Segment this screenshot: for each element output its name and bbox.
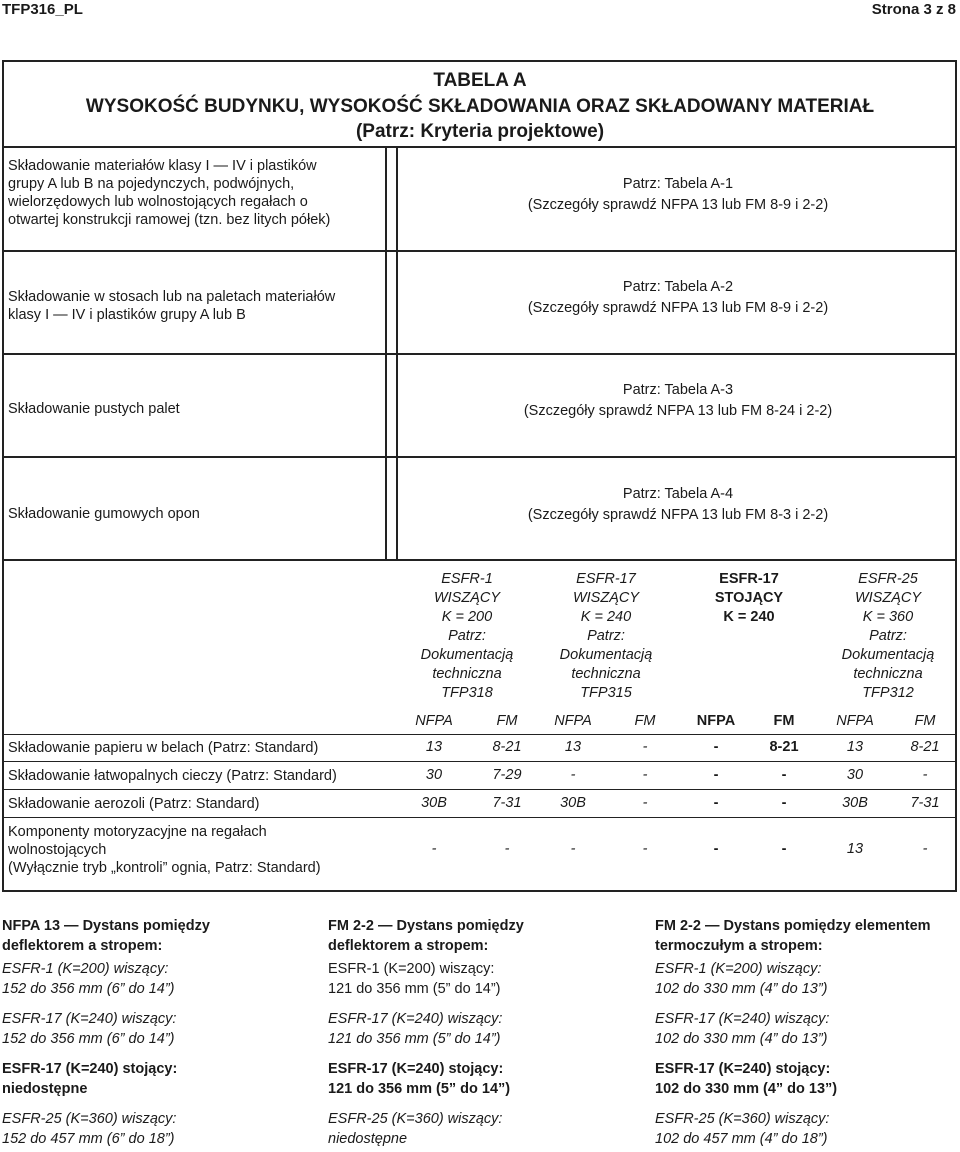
subheader-nfpa: NFPA — [554, 713, 592, 729]
subheader-fm: FM — [914, 713, 936, 729]
subheader-fm: FM — [496, 713, 518, 729]
row-label-rubber-tires: Składowanie gumowych opon — [8, 506, 200, 522]
subheader-nfpa: NFPA — [836, 713, 874, 729]
table-cell: - — [642, 739, 648, 755]
row-label-aerosols: Składowanie aerozoli (Patrz: Standard) — [8, 796, 260, 812]
table-cell: - — [713, 739, 719, 755]
table-cell: 30B — [560, 795, 586, 811]
footnote-fm22-deflector: FM 2-2 — Dystans pomiędzy deflektorem a stropem: ESFR-1 (K=200) wiszący: 121 do 356 mm (5” do 14”) ESFR-17 (K=240) wiszący: 121 do 356 mm (5” do 14”) ESFR-17 (K=240) stojący: 121 do 356 mm (5” do 14”) ESFR-25 (K=360) wiszący: niedostępne — [328, 918, 524, 1147]
table-cell: 30 — [846, 767, 864, 783]
table-cell: 8-21 — [910, 739, 940, 755]
table-cell: - — [781, 795, 787, 811]
divider — [2, 146, 957, 148]
table-subtitle: WYSOKOŚĆ BUDYNKU, WYSOKOŚĆ SKŁADOWANIA ORAZ SKŁADOWANY MATERIAŁ — [85, 96, 875, 117]
table-cell: - — [570, 767, 576, 783]
column-header-esfr25-pendent: ESFR-25 WISZĄCY K = 360 Patrz: Dokumentacją techniczna TFP312 — [841, 571, 935, 701]
divider — [2, 817, 957, 818]
ref-table-a2: Patrz: Tabela A-2 (Szczegóły sprawdź NFPA 13 lub FM 8-9 i 2-2) — [527, 279, 829, 316]
divider — [2, 353, 957, 355]
ref-table-a4: Patrz: Tabela A-4 (Szczegóły sprawdź NFPA 13 lub FM 8-3 i 2-2) — [527, 486, 829, 523]
divider — [2, 559, 957, 561]
table-cell: - — [713, 795, 719, 811]
column-header-esfr17-upright: ESFR-17 STOJĄCY K = 240 — [714, 571, 784, 625]
subheader-nfpa: NFPA — [415, 713, 453, 729]
divider — [2, 761, 957, 762]
subheader-fm: FM — [634, 713, 656, 729]
table-cell: 13 — [846, 739, 864, 755]
row-label-flammable-liquids: Składowanie łatwopalnych cieczy (Patrz: Standard) — [8, 768, 337, 784]
footnote-fm22-element: FM 2-2 — Dystans pomiędzy elementem termoczułym a stropem: ESFR-1 (K=200) wiszący: 102 do 330 mm (4” do 13”) ESFR-17 (K=240) wiszący: 102 do 330 mm (4” do 13”) ESFR-17 (K=240) stojący: 102 do 330 mm (4” do 13”) ESFR-25 (K=360) wiszący: 102 do 457 mm (4” do 18”) — [655, 918, 931, 1147]
ref-table-a1: Patrz: Tabela A-1 (Szczegóły sprawdź NFPA 13 lub FM 8-9 i 2-2) — [527, 176, 829, 213]
column-header-esfr1-pendent: ESFR-1 WISZĄCY K = 200 Patrz: Dokumentacją techniczna TFP318 — [420, 571, 514, 701]
table-cell: 13 — [425, 739, 443, 755]
row-label-empty-pallets: Składowanie pustych palet — [8, 401, 180, 417]
column-header-esfr17-pendent: ESFR-17 WISZĄCY K = 240 Patrz: Dokumentacją techniczna TFP315 — [559, 571, 653, 701]
subheader-nfpa: NFPA — [696, 713, 736, 729]
table-cell: 7-31 — [492, 795, 522, 811]
table-cell: 7-29 — [492, 767, 522, 783]
table-cell: - — [713, 767, 719, 783]
table-criteria-ref: (Patrz: Kryteria projektowe) — [355, 121, 605, 142]
table-cell: 30 — [425, 767, 443, 783]
footnote-nfpa13: NFPA 13 — Dystans pomiędzy deflektorem a stropem: ESFR-1 (K=200) wiszący: 152 do 356 mm (6” do 14”) ESFR-17 (K=240) wiszący: 152 do 356 mm (6” do 14”) ESFR-17 (K=240) stojący: niedostępne ESFR-25 (K=360) wiszący: 152 do 457 mm (6” do 18”) — [2, 918, 210, 1147]
table-cell: - — [922, 841, 928, 857]
table-cell: - — [781, 841, 787, 857]
table-cell: - — [781, 767, 787, 783]
document-id: TFP316_PL — [2, 1, 83, 18]
table-cell: - — [922, 767, 928, 783]
row-label-automotive-components: Komponenty motoryzacyjne na regałach wolnostojących (Wyłącznie tryb „kontroli” ognia, Patrz: Standard) — [8, 824, 321, 876]
table-cell: - — [642, 841, 648, 857]
table-title: TABELA A — [433, 70, 527, 91]
row-label-pallet-storage: Składowanie w stosach lub na paletach materiałów klasy I — IV i plastików grupy A lub B — [8, 289, 336, 323]
divider — [2, 456, 957, 458]
divider — [2, 250, 957, 252]
subheader-fm: FM — [773, 713, 795, 729]
page-number: Strona 3 z 8 — [871, 1, 956, 18]
table-cell: - — [431, 841, 437, 857]
ref-table-a3: Patrz: Tabela A-3 (Szczegóły sprawdź NFPA 13 lub FM 8-24 i 2-2) — [523, 382, 833, 419]
table-cell: - — [570, 841, 576, 857]
row-label-rack-storage: Składowanie materiałów klasy I — IV i plastików grupy A lub B na pojedynczych, podwójnych, wielorzędowych lub wolnostojących regałach o otwartej konstrukcji ramowej (tzn. bez litych półek) — [8, 158, 331, 228]
table-cell: 7-31 — [910, 795, 940, 811]
table-cell: 30B — [421, 795, 447, 811]
table-cell: - — [642, 795, 648, 811]
table-cell: 30B — [842, 795, 868, 811]
row-label-paper-rolls: Składowanie papieru w belach (Patrz: Standard) — [8, 740, 319, 756]
table-cell: 8-21 — [769, 739, 799, 755]
table-cell: 8-21 — [492, 739, 522, 755]
page-header — [0, 0, 960, 22]
table-cell: - — [642, 767, 648, 783]
divider — [2, 789, 957, 790]
table-cell: 13 — [846, 841, 864, 857]
table-cell: - — [713, 841, 719, 857]
table-cell: - — [504, 841, 510, 857]
divider — [2, 734, 957, 735]
table-cell: 13 — [564, 739, 582, 755]
